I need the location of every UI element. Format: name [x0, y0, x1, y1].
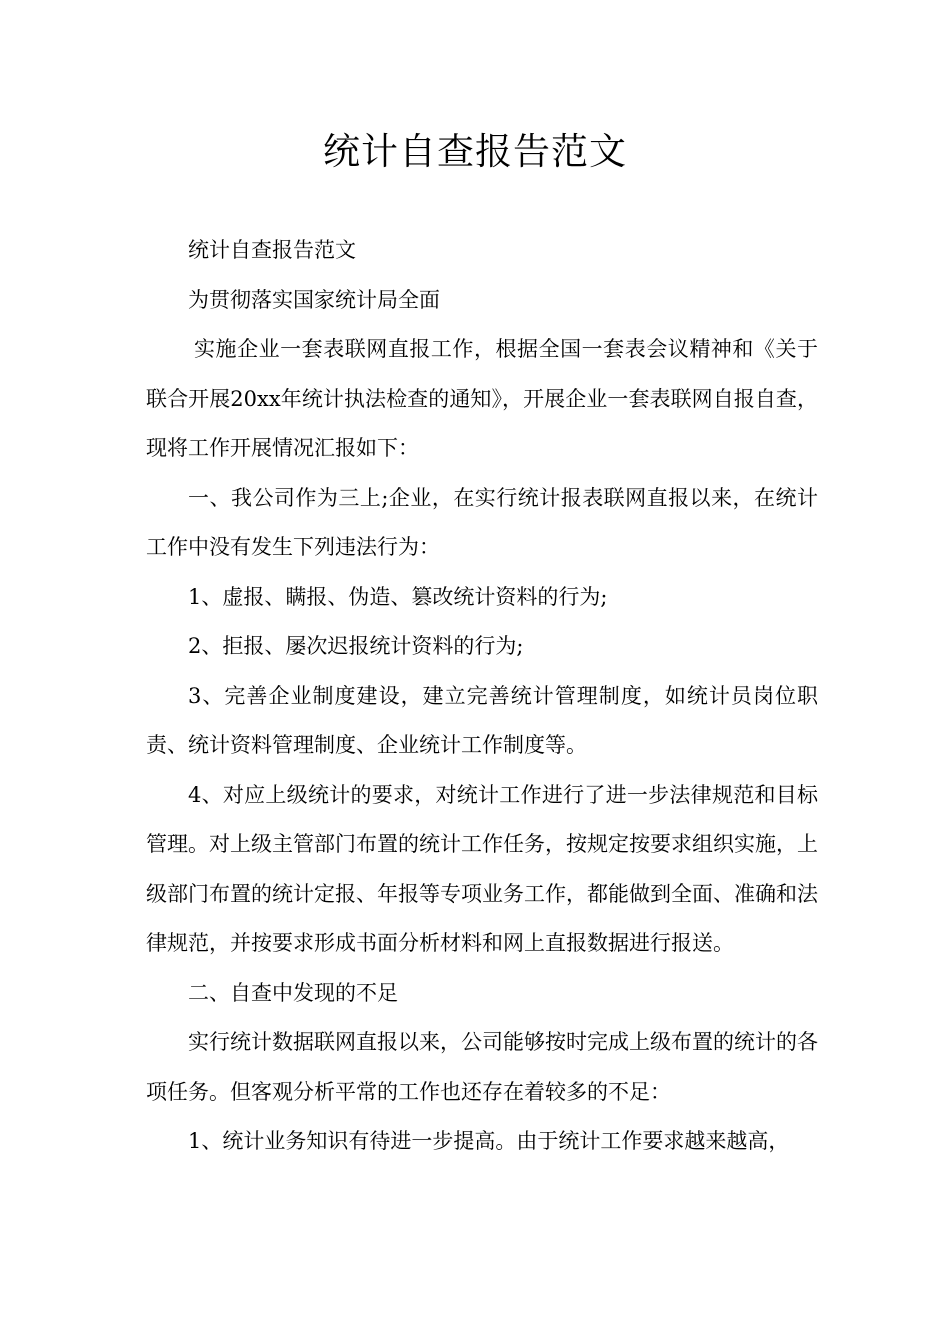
paragraph-implementation: 实施企业一套表联网直报工作，根据全国一套表会议精神和《关于联合开展20xx年统计执法检查的通知》，开展企业一套表联网自报自查，现将工作开展情况汇报如下： [146, 337, 818, 460]
paragraph-section-one: 一、我公司作为三上;企业，在实行统计报表联网直报以来，在统计工作中没有发生下列违法行为： [146, 485, 818, 559]
paragraph-subtitle: 统计自查报告范文 [188, 238, 356, 262]
paragraph-section-two: 二、自查中发现的不足 [188, 980, 398, 1005]
paragraph-intro: 为贯彻落实国家统计局全面 [188, 287, 440, 312]
document-title: 统计自查报告范文 [323, 130, 627, 173]
paragraph-shortcomings: 实行统计数据联网直报以来，公司能够按时完成上级布置的统计的各项任务。但客观分析平常的工作也还存在着较多的不足： [146, 1030, 818, 1104]
paragraph-shortcoming-1: 1、统计业务知识有待进一步提高。由于统计工作要求越来越高， [188, 1129, 790, 1153]
paragraph-item-2: 2、拒报、屡次迟报统计资料的行为; [188, 634, 524, 658]
paragraph-item-4: 4、对应上级统计的要求，对统计工作进行了进一步法律规范和目标管理。对上级主管部门布置的统计工作任务，按规定按要求组织实施，上级部门布置的统计定报、年报等专项业务工作，都能做到全面、准确和法律规范，并按要求形成书面分析材料和网上直报数据进行报送。 [146, 782, 818, 955]
document-body [146, 226, 818, 1167]
paragraph-item-1: 1、虚报、瞒报、伪造、篡改统计资料的行为; [188, 584, 608, 609]
paragraph-item-3: 3、完善企业制度建设，建立完善统计管理制度，如统计员岗位职责、统计资料管理制度、企业统计工作制度等。 [146, 683, 818, 757]
